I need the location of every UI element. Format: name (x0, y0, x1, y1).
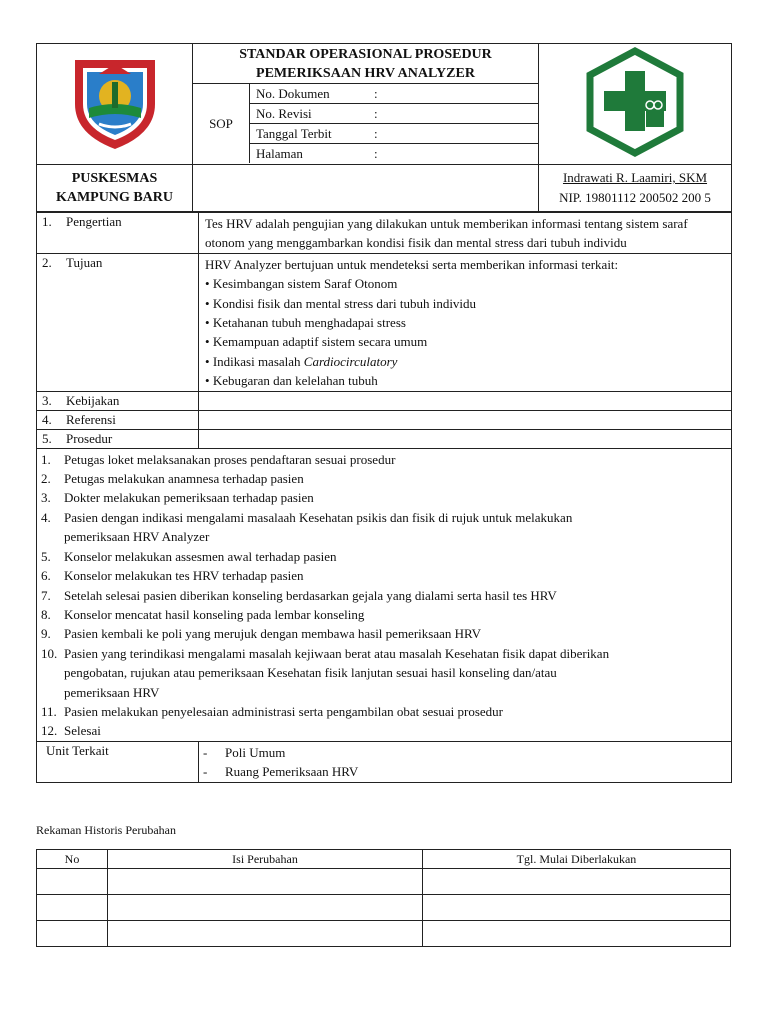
step-number: 6. (41, 568, 51, 584)
sop-label: SOP (193, 84, 250, 164)
section-label-referensi (37, 410, 199, 429)
history-row (37, 921, 731, 947)
section-num: 1. (42, 214, 52, 229)
step-text: Pasien yang terindikasi mengalami masalah kejiwaan berat atau masalah Kesehatan fisik dapat diberikan (64, 645, 610, 661)
step-text-continued: pemeriksaan HRV (64, 684, 160, 700)
meta-row (250, 84, 539, 104)
history-cell (37, 869, 108, 895)
section-label-pengertian (37, 213, 199, 254)
history-cell (37, 895, 108, 921)
step-text: Pasien dengan indikasi mengalami masalaah Kesehatan psikis dan fisik di rujuk untuk melakukan (64, 509, 573, 525)
tujuan-bullet: • Ketahanan tubuh menghadapai stress (205, 315, 406, 331)
doc-title-line2: PEMERIKSAAN HRV ANALYZER (256, 66, 475, 81)
step-number: 1. (41, 451, 51, 467)
tujuan-intro: HRV Analyzer bertujuan untuk mendeteksi serta memberikan informasi terkait: (205, 256, 619, 272)
procedure-step (41, 644, 725, 663)
meta-sep: : (374, 146, 378, 161)
tujuan-bullet-text: Kebugaran dan kelelahan tubuh (212, 373, 378, 389)
signer-cell (539, 165, 732, 212)
step-list (41, 450, 725, 741)
meta-label: Halaman (256, 146, 303, 161)
step-text: Setelah selesai pasien diberikan konseling berdasarkan gejala yang dialami serta hasil tes HRV (64, 587, 557, 603)
history-table (36, 849, 731, 947)
meta-label: No. Dokumen (256, 86, 330, 101)
history-row (37, 895, 731, 921)
procedure-step (41, 586, 725, 605)
procedure-step (41, 469, 725, 488)
step-text-continued: pengobatan, rujukan atau pemeriksaan Kesehatan fisik lanjutan sesuai hasil konseling dan/atau (64, 665, 557, 681)
step-text: Selesai (64, 723, 101, 739)
title-cell (193, 44, 539, 165)
procedure-step (41, 702, 725, 721)
kebijakan-value (199, 391, 732, 410)
meta-row (250, 144, 539, 164)
procedure-step (41, 508, 725, 527)
step-number: 2. (41, 471, 51, 487)
tujuan-bullet: • Kemampuan adaptif sistem secara umum (205, 334, 428, 350)
meta-label: No. Revisi (256, 106, 312, 121)
step-text: Petugas melakukan anamnesa terhadap pasien (64, 471, 304, 487)
tujuan-bullet-text: Kesimbangan sistem Saraf Otonom (212, 276, 398, 292)
meta-row (250, 104, 539, 124)
unit-dash: - (203, 744, 208, 760)
procedure-step (41, 547, 725, 566)
section-label-prosedur (37, 429, 199, 448)
step-text: Konselor melakukan tes HRV terhadap pasien (64, 568, 304, 584)
procedure-step (41, 488, 725, 507)
step-number: 7. (41, 587, 51, 603)
tujuan-bullet: • Kesimbangan sistem Saraf Otonom (205, 276, 398, 292)
step-text: Konselor melakukan assesmen awal terhadap pasien (64, 548, 337, 564)
history-cell (108, 869, 423, 895)
history-cell (423, 869, 731, 895)
procedure-step (41, 450, 725, 469)
step-number: 4. (41, 509, 51, 525)
tujuan-bullet: • Kondisi fisik dan mental stress dari tubuh individu (205, 295, 477, 311)
section-label: Tujuan (66, 254, 103, 270)
tujuan-italic-term: Cardiocirculatory (303, 353, 398, 369)
section-label-tujuan (37, 253, 199, 391)
step-number: 5. (41, 548, 51, 564)
history-cell (37, 921, 108, 947)
procedure-step (41, 566, 725, 585)
org-name-line2: KAMPUNG BARU (55, 190, 174, 205)
section-label: Referensi (66, 411, 116, 427)
meta-row (250, 124, 539, 144)
sop-body (36, 212, 732, 783)
history-col-no: No (37, 850, 108, 869)
section-num: 4. (42, 411, 52, 427)
history-row (37, 869, 731, 895)
signer-nip: NIP. 19801112 200502 200 5 (559, 190, 711, 205)
org-cell (37, 165, 193, 212)
section-num: 3. (42, 392, 52, 408)
history-cell (423, 895, 731, 921)
section-num: 5. (42, 430, 52, 446)
section-num: 2. (42, 254, 52, 270)
meta-sep: : (374, 86, 378, 101)
sop-header (36, 43, 732, 212)
step-text: Dokter melakukan pemeriksaan terhadap pasien (64, 490, 314, 506)
blank-sign-cell (193, 165, 539, 212)
history-col-change: Isi Perubahan (108, 850, 423, 869)
step-number: 10. (41, 645, 58, 661)
section-label: Prosedur (66, 430, 113, 446)
history-cell (108, 895, 423, 921)
step-number: 12. (41, 723, 58, 739)
unit-item (203, 762, 725, 781)
step-number: 9. (41, 626, 51, 642)
tujuan-bullet-text: Kondisi fisik dan mental stress dari tubuh individu (212, 295, 477, 311)
step-number: 3. (41, 490, 51, 506)
section-label: Pengertian (66, 214, 122, 229)
tujuan-bullet: • Kebugaran dan kelelahan tubuh (205, 373, 378, 389)
history-cell (108, 921, 423, 947)
procedure-step (41, 721, 725, 740)
procedure-step (41, 605, 725, 624)
step-text: Petugas loket melaksanakan proses pendaftaran sesuai prosedur (64, 451, 396, 467)
history-caption: Rekaman Historis Perubahan (36, 823, 176, 837)
tujuan-bullet-text: Ketahanan tubuh menghadapai stress (212, 315, 406, 331)
tujuan-bullet-text: Kemampuan adaptif sistem secara umum (212, 334, 428, 350)
tujuan-content (199, 253, 732, 391)
step-text-continued: pemeriksaan HRV Analyzer (64, 529, 210, 545)
signer-name: Indrawati R. Laamiri, SKM (562, 170, 708, 185)
puskesmas-logo-icon (582, 47, 688, 157)
step-text: Pasien kembali ke poli yang merujuk dengan membawa hasil pemeriksaan HRV (64, 626, 482, 642)
procedure-steps (37, 448, 732, 741)
step-number: 11. (41, 703, 57, 719)
section-label: Kebijakan (66, 392, 120, 408)
unit-terkait-list (199, 741, 732, 782)
unit-terkait-label: Unit Terkait (37, 741, 199, 782)
tujuan-bullet-text: Indikasi masalah (212, 353, 304, 369)
history-cell (423, 921, 731, 947)
regency-emblem-icon (69, 52, 161, 152)
org-name-line1: PUSKESMAS (71, 171, 158, 186)
step-number: 8. (41, 606, 51, 622)
unit-item (203, 743, 725, 762)
unit-name: Poli Umum (225, 744, 286, 760)
meta-sep: : (374, 126, 378, 141)
doc-meta (193, 83, 538, 163)
step-text: Pasien melakukan penyelesaian administrasi serta pengambilan obat sesuai prosedur (64, 703, 503, 719)
unit-name: Ruang Pemeriksaan HRV (225, 764, 359, 780)
procedure-step (41, 624, 725, 643)
regency-logo-cell (37, 44, 193, 165)
puskesmas-logo-cell (539, 44, 732, 165)
referensi-value (199, 410, 732, 429)
step-text: Konselor mencatat hasil konseling pada lembar konseling (64, 606, 365, 622)
doc-title-line1: STANDAR OPERASIONAL PROSEDUR (239, 47, 492, 62)
section-label-kebijakan (37, 391, 199, 410)
prosedur-value (199, 429, 732, 448)
meta-label: Tanggal Terbit (256, 126, 332, 141)
history-col-date: Tgl. Mulai Diberlakukan (423, 850, 731, 869)
pengertian-text: Tes HRV adalah pengujian yang dilakukan untuk memberikan informasi tentang sistem saraf otonom yang menggambarkan kondisi fisik dan mental stress dari tubuh individu (199, 213, 732, 254)
meta-sep: : (374, 106, 378, 121)
doc-title (193, 44, 538, 83)
unit-dash: - (203, 764, 208, 780)
tujuan-bullet: • Indikasi masalah Cardiocirculatory (205, 353, 398, 369)
